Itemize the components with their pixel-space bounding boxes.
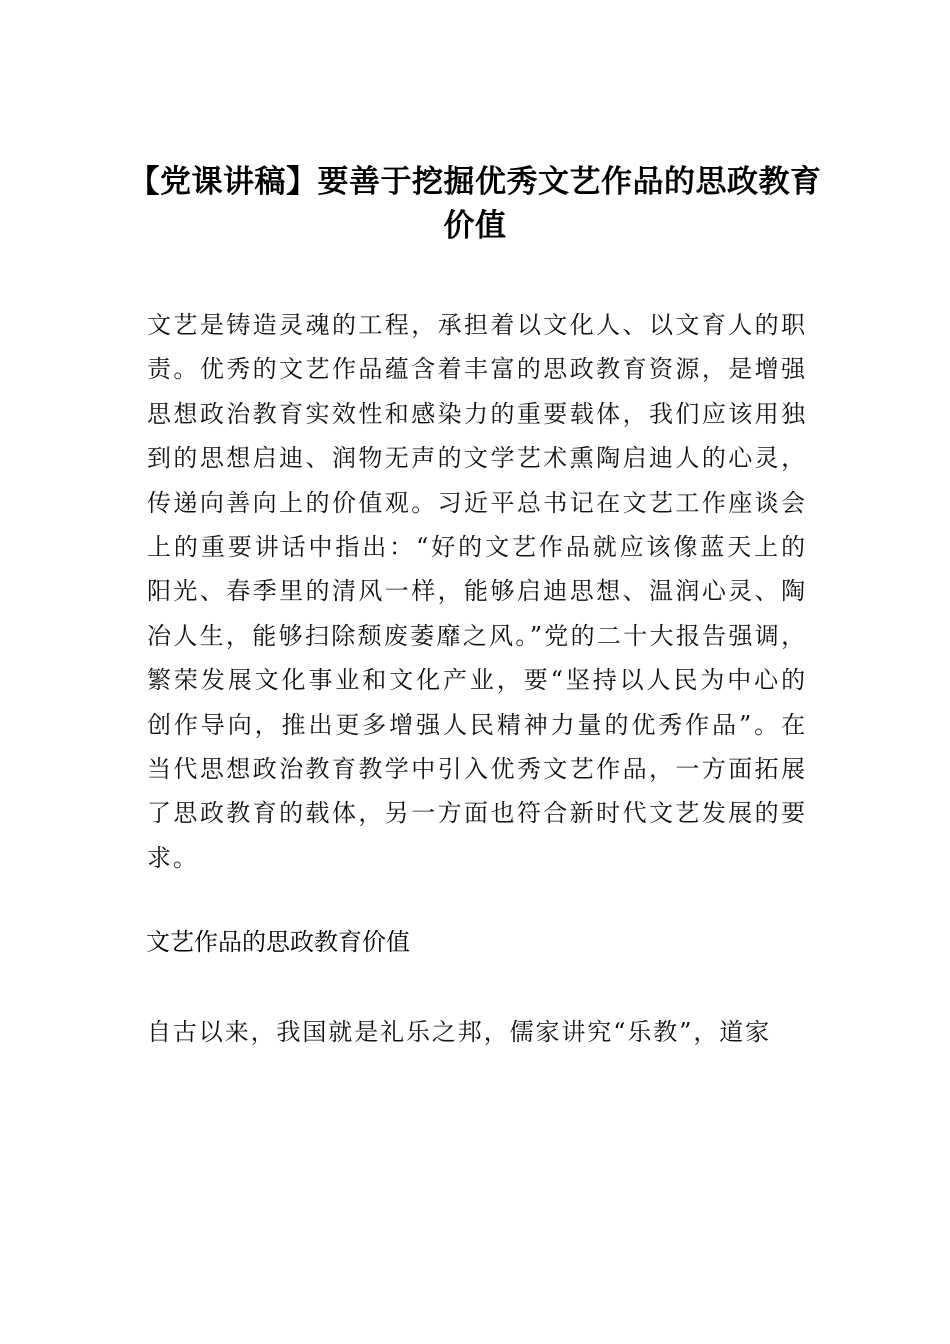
section-heading: 文艺作品的思政教育价值 [146, 928, 410, 956]
intro-paragraph: 文艺是铸造灵魂的工程，承担着以文化人、以文育人的职责。优秀的文艺作品蕴含着丰富的思政教育资源，是增强思想政治教育实效性和感染力的重要载体，我们应该用独到的思想启迪、润物无声的文学艺术熏陶启迪人的心灵，传递向善向上的价值观。习近平总书记在文艺工作座谈会上的重要讲话中指出：“好的文艺作品就应该像蓝天上的阳光、春季里的清风一样，能够启迪思想、温润心灵、陶冶人生，能够扫除颓废萎靡之风。”党的二十大报告强调，繁荣发展文化事业和文化产业，要“坚持以人民为中心的创作导向，推出更多增强人民精神力量的优秀作品”。在当代思想政治教育教学中引入优秀文艺作品，一方面拓展了思政教育的载体，另一方面也符合新时代文艺发展的要求。 [147, 311, 807, 872]
section-paragraph: 自古以来，我国就是礼乐之邦，儒家讲究“乐教”，道家 [147, 1018, 772, 1046]
document-title: 【党课讲稿】要善于挖掘优秀文艺作品的思政教育价值 [128, 164, 822, 244]
